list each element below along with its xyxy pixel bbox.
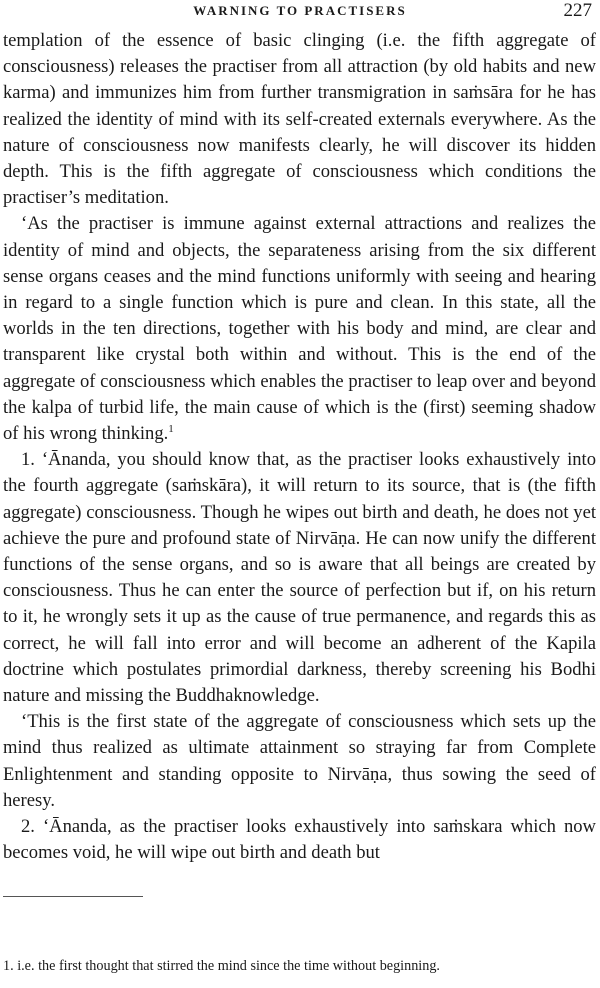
footnote-rule	[3, 896, 143, 897]
paragraph-text: ‘As the practiser is immune against external attractions and realizes the identity of mind and objects, the separateness arising from the six different sense organs ceases and the mind functions uniformly with seeing and hearing in regard to a single function which is pure and clean. In this state, all the worlds in the ten directions, together with his body and mind, are clear and transparent like crystal both within and without. This is the end of the aggregate of consciousness which enables the practiser to leap over and beyond the kalpa of turbid life, the main cause of which is the (first) seeming shadow of his wrong thinking.	[3, 213, 596, 445]
paragraph-continuation: templation of the essence of basic clinging (i.e. the fifth aggregate of consciousness) releases the practiser from all attraction (by old habits and new karma) and immunizes him from further transmigration in saṁsāra for he has realized the identity of mind with its self-created externals everywhere. As the nature of consciousness now manifests clearly, he will discover its hidden depth. This is the fifth aggregate of consciousness which conditions the practiser’s meditation.	[3, 30, 596, 209]
body-text	[3, 28, 596, 867]
footnote-marker: 1	[168, 422, 174, 435]
paragraph-item-1: 1. ‘Ānanda, you should know that, as the practiser looks exhaustively into the fourth aggregate (saṁskāra), it will return to its source, that is (the fifth aggregate) consciousness. Though he wipes out birth and death, he does not yet achieve the pure and profound state of Nirvāṇa. He can now unify the different functions of the sense organs, and so is aware that all beings are created by consciousness. Thus he can enter the source of perfection but if, on his return to it, he wrongly sets it up as the cause of true permanence, and regards this as correct, he will fall into error and will become an adherent of the Kapila doctrine which postulates primordial darkness, thereby screening his Bodhi nature and missing the Buddhaknowledge.	[3, 449, 596, 707]
running-head	[0, 0, 600, 24]
page-number: 227	[563, 0, 592, 21]
paragraph-quote	[3, 211, 596, 447]
running-title: WARNING TO PRACTISERS	[193, 3, 407, 18]
footnote: 1. i.e. the first thought that stirred the mind since the time without beginning.	[3, 958, 440, 974]
paragraph-first-state: ‘This is the first state of the aggregate of consciousness which sets up the mind thus realized as ultimate attainment so straying far from Complete Enlightenment and standing opposite to Nirvāṇa, thus sowing the seed of heresy.	[3, 711, 596, 811]
paragraph-item-2: 2. ‘Ānanda, as the practiser looks exhaustively into saṁskara which now becomes void, he will wipe out birth and death but	[3, 816, 596, 864]
